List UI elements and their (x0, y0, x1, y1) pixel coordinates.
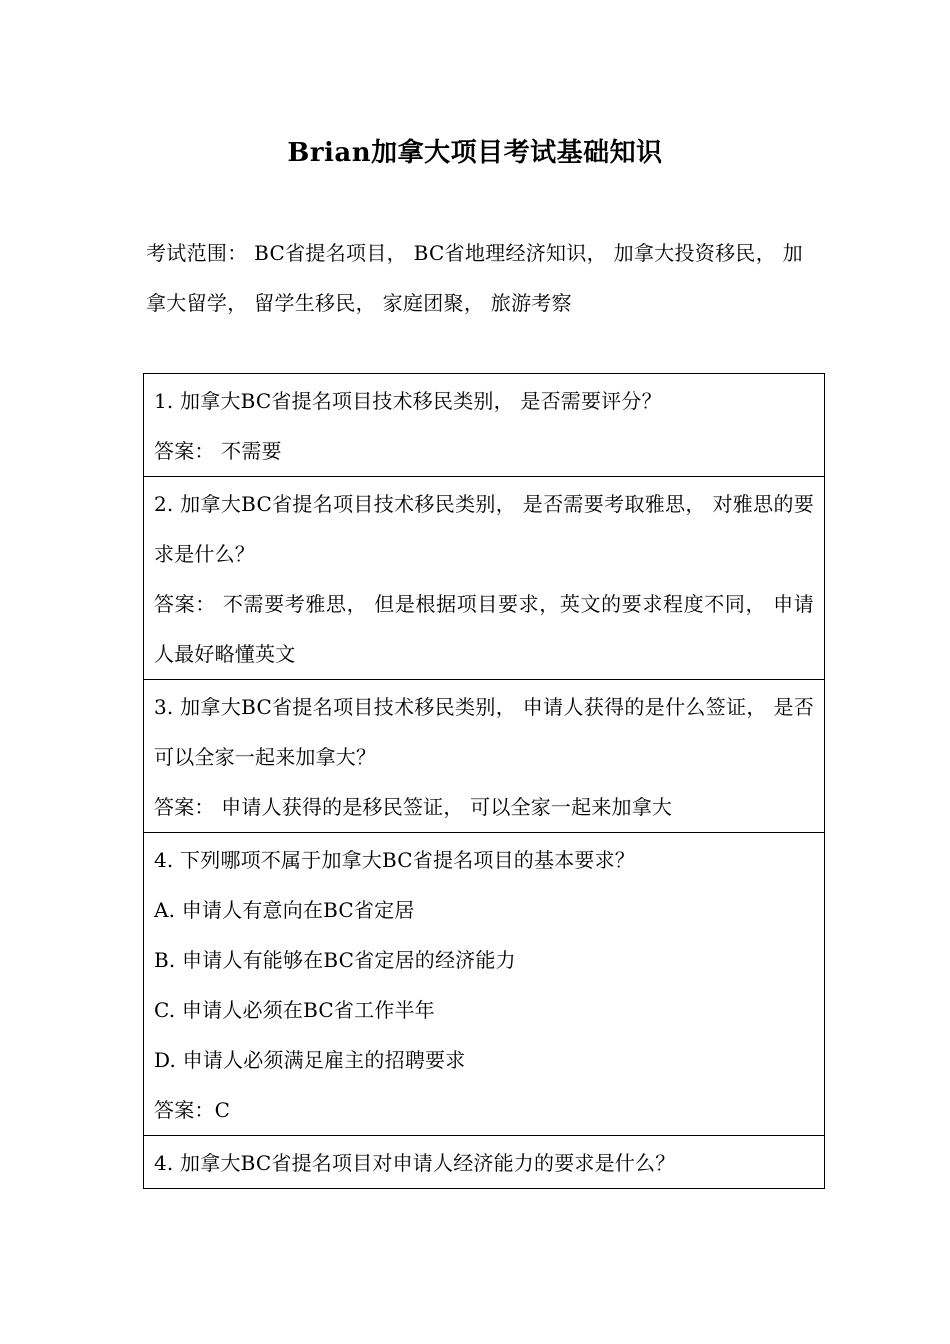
question-text: 3. 加拿大BC省提名项目技术移民类别， 申请人获得的是什么签证， 是否可以全家一起来加拿大？ (154, 695, 814, 769)
question-text: 4. 下列哪项不属于加拿大BC省提名项目的基本要求？ (154, 848, 636, 872)
question-text: 1. 加拿大BC省提名项目技术移民类别， 是否需要评分？ (154, 389, 662, 413)
qa-row-4 (144, 832, 824, 1135)
option-c: C. 申请人必须在BC省工作半年 (154, 998, 435, 1022)
answer-text: 答案： 不需要 (154, 439, 282, 463)
exam-scope: 考试范围： BC省提名项目， BC省地理经济知识， 加拿大投资移民， 加拿大留学， 留学生移民， 家庭团聚， 旅游考察 (146, 241, 803, 315)
answer-text: 答案： 不需要考雅思， 但是根据项目要求，英文的要求程度不同， 申请人最好略懂英文 (154, 592, 814, 666)
qa-row-1 (144, 374, 824, 476)
option-a: A. 申请人有意向在BC省定居 (154, 898, 415, 922)
qa-row-5 (144, 1135, 824, 1188)
answer-text: 答案：C (154, 1098, 231, 1122)
option-d: D. 申请人必须满足雇主的招聘要求 (154, 1048, 466, 1072)
document-title: Brian加拿大项目考试基础知识 (287, 138, 663, 168)
question-text: 2. 加拿大BC省提名项目技术移民类别， 是否需要考取雅思， 对雅思的要求是什么？ (154, 492, 814, 566)
qa-row-3 (144, 679, 824, 832)
question-text: 4. 加拿大BC省提名项目对申请人经济能力的要求是什么？ (154, 1151, 676, 1175)
qa-table (143, 373, 825, 1189)
answer-text: 答案： 申请人获得的是移民签证， 可以全家一起来加拿大 (154, 795, 673, 819)
qa-row-2 (144, 476, 824, 679)
option-b: B. 申请人有能够在BC省定居的经济能力 (154, 948, 516, 972)
